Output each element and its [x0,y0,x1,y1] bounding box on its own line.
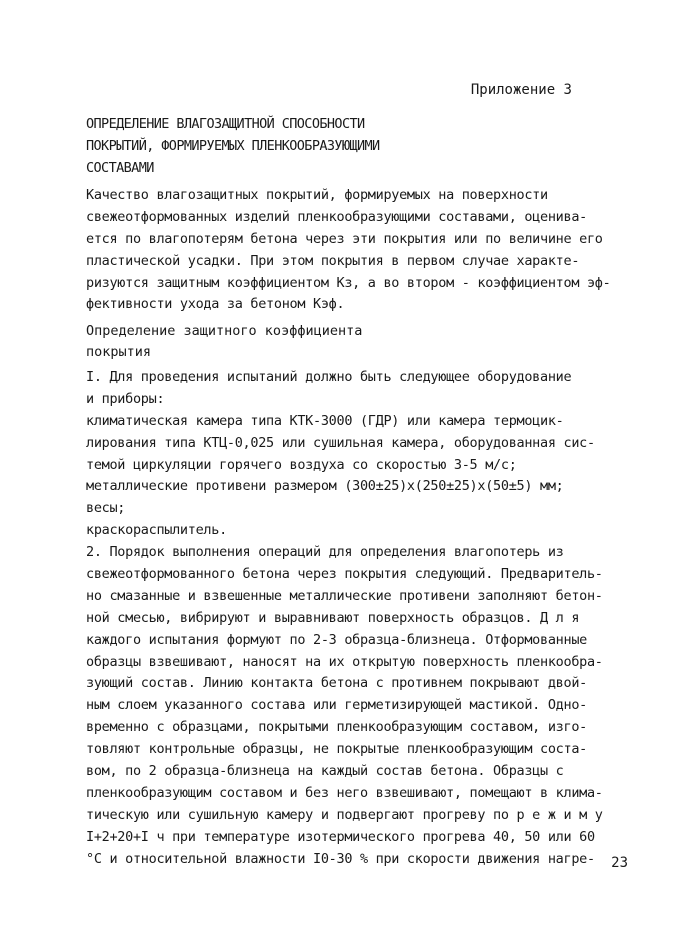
text-line: зующий состав. Линию контакта бетона с противнем покрывают двой- [86,675,587,692]
text-line: каждого испытания формуют по 2-3 образца-близнеца. Отформованные [86,631,587,648]
text-line: °С и относительной влажности I0-30 % при скорости движения нагре- [86,850,595,867]
text-line: ризуются защитным коэффициентом Кз, а во втором - коэффициентом эф- [86,274,611,291]
title-line: ОПРЕДЕЛЕНИЕ ВЛАГОЗАЩИТНОЙ СПОСОБНОСТИ [86,116,365,132]
text-line: фективности ухода за бетоном Кэф. [86,296,345,313]
text-line: металлические противени размером (300±25)х(250±25)х(50±5) мм; [86,478,564,495]
text-line: 2. Порядок выполнения операций для определения влагопотерь из [86,544,564,561]
text-line: пластической усадки. При этом покрытия в первом случае характе- [86,252,580,269]
title-line: ПОКРЫТИЙ, ФОРМИРУЕМЫХ ПЛЕНКООБРАЗУЮЩИМИ [86,138,380,154]
body-text [86,367,631,870]
text-line: I+2+20+I ч при температуре изотермического прогрева 40, 50 или 60 [86,828,595,845]
text-line: Качество влагозащитных покрытий, формируемых на поверхности [86,187,548,203]
text-line: краскораспылитель. [86,522,227,539]
title-line: СОСТАВАМИ [86,160,154,176]
page-number: 23 [611,855,628,871]
subtitle-line: Определение защитного коэффициента [86,323,363,339]
text-line: весы; [86,500,126,517]
subtitle-line: покрытия [86,344,152,360]
text-line: вом, по 2 образца-близнеца на каждый состав бетона. Образцы с [86,763,564,780]
text-line: тическую или сушильную камеру и подвергают прогреву по р е ж и м у [86,806,603,823]
text-line: но смазанные и взвешенные металлические противени заполняют бетон- [86,587,603,604]
text-line: и приборы: [86,390,165,407]
text-line: ным слоем указанного состава или герметизирующей мастикой. Одно- [86,697,587,714]
section-subtitle [86,321,362,363]
document-title [86,113,380,179]
text-line: лирования типа КТЦ-0,025 или сушильная камера, оборудованная сис- [86,434,595,451]
text-line: свежеотформованных изделий пленкообразующими составами, оценива- [86,208,587,225]
text-line: временно с образцами, покрытыми пленкообразующим составом, изго- [86,719,587,736]
text-line: ется по влагопотерям бетона через эти покрытия или по величине его [86,230,603,247]
text-line: темой циркуляции горячего воздуха со скоростью 3-5 м/с; [86,456,517,473]
text-line: пленкообразующим составом и без него взвешивают, помещают в клима- [86,784,603,801]
text-line: свежеотформованного бетона через покрытия следующий. Предваритель- [86,566,603,583]
intro-paragraph [86,185,631,316]
text-line: товляют контрольные образцы, не покрытые пленкообразующим соста- [86,741,587,758]
text-line: I. Для проведения испытаний должно быть следующее оборудование [86,369,572,385]
text-line: образцы взвешивают, наносят на их открытую поверхность пленкообра- [86,653,603,670]
appendix-label: Приложение 3 [470,82,572,98]
text-line: ной смесью, вибрируют и выравнивают поверхность образцов. Д л я [86,609,580,626]
text-line: климатическая камера типа КТК-3000 (ГДР) или камера термоцик- [86,412,564,429]
